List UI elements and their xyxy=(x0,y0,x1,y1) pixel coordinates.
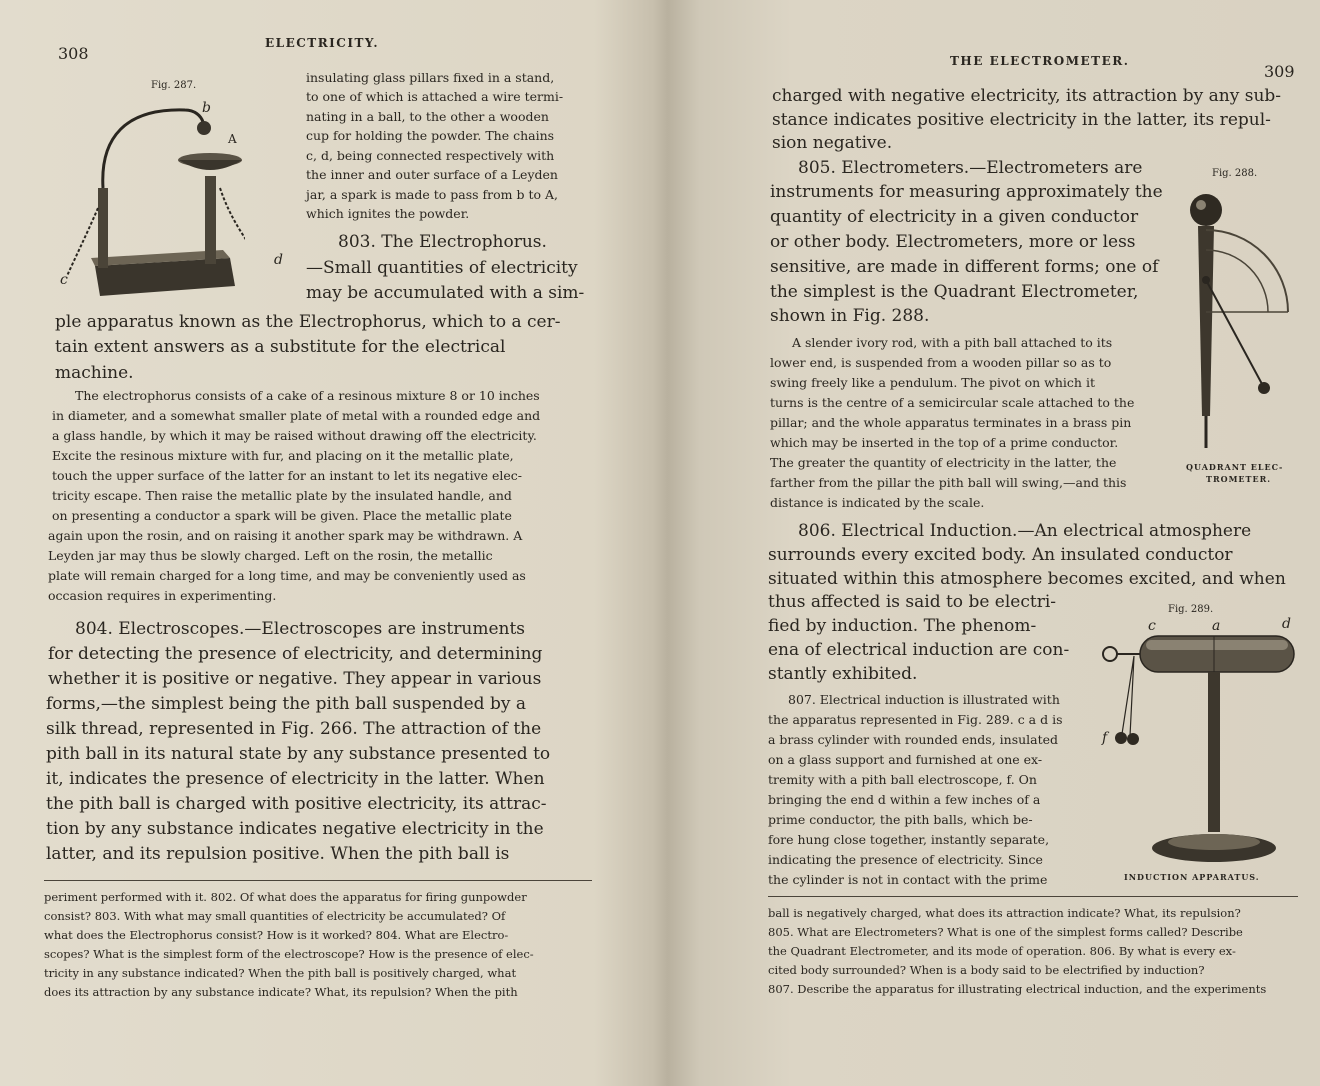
text-line: the cylinder is not in contact with the prime xyxy=(768,872,1048,887)
text-line: fore hung close together, instantly separate, xyxy=(768,832,1050,847)
text-line: the simplest is the Quadrant Electrometer, xyxy=(770,282,1139,302)
right-page xyxy=(668,0,1320,1086)
text-line: it, indicates the presence of electricity in the latter. When xyxy=(46,769,545,789)
text-line: insulating glass pillars fixed in a stand, xyxy=(306,70,555,85)
text-line: a brass cylinder with rounded ends, insulated xyxy=(768,732,1059,747)
figure-letter-a: a xyxy=(1212,618,1221,634)
text-line: ple apparatus known as the Electrophorus, which to a cer- xyxy=(55,312,561,332)
text-line: surrounds every excited body. An insulated conductor xyxy=(768,545,1233,565)
text-line: silk thread, represented in Fig. 266. The attraction of the xyxy=(46,719,542,739)
quadrant-electrometer-illustration xyxy=(1180,186,1300,456)
footnote-line: scopes? What is the simplest form of the electroscope? How is the presence of elec- xyxy=(44,947,534,961)
text-line: The greater the quantity of electricity in the latter, the xyxy=(770,455,1117,470)
text-line: which may be inserted in the top of a prime conductor. xyxy=(770,435,1119,450)
text-line: to one of which is attached a wire termi- xyxy=(306,89,564,104)
text-line: pith ball in its natural state by any substance presented to xyxy=(46,744,551,764)
caption-288: QUADRANT ELEC- xyxy=(1186,462,1284,472)
figure-label-288: Fig. 288. xyxy=(1212,168,1258,179)
text-line: 807. Electrical induction is illustrated with xyxy=(788,692,1060,707)
running-head: THE ELECTROMETER. xyxy=(950,54,1130,68)
footnote-line: ball is negatively charged, what does its attraction indicate? What, its repulsion? xyxy=(768,906,1241,920)
text-line: tremity with a pith ball electroscope, f. On xyxy=(768,772,1037,787)
text-line: a glass handle, by which it may be raised without drawing off the electricity. xyxy=(52,428,537,443)
text-line: again upon the rosin, and on raising it another spark may be withdrawn. A xyxy=(48,528,523,543)
footnote-line: consist? 803. With what may small quantities of electricity be accumulated? Of xyxy=(44,909,506,923)
text-line: Leyden jar may thus be slowly charged. Left on the rosin, the metallic xyxy=(48,548,493,563)
text-line: situated within this atmosphere becomes excited, and when xyxy=(768,569,1286,589)
text-line: Excite the resinous mixture with fur, and placing on it the metallic plate, xyxy=(52,448,514,463)
section-heading-803: 803. The Electrophorus. xyxy=(338,232,547,252)
footnote-line: periment performed with it. 802. Of what does the apparatus for firing gunpowder xyxy=(44,890,527,904)
caption-289: INDUCTION APPARATUS. xyxy=(1124,872,1260,882)
text-line: occasion requires in experimenting. xyxy=(48,588,277,603)
induction-apparatus-illustration xyxy=(1096,624,1306,870)
text-line: the pith ball is charged with positive electricity, its attrac- xyxy=(46,794,547,814)
text-line: forms,—the simplest being the pith ball suspended by a xyxy=(46,694,526,714)
text-line: tion by any substance indicates negative electricity in the xyxy=(46,819,544,839)
text-line: latter, and its repulsion positive. When the pith ball is xyxy=(46,844,510,864)
text-line: thus affected is said to be electri- xyxy=(768,592,1057,612)
text-line: charged with negative electricity, its attraction by any sub- xyxy=(772,86,1282,106)
text-line: on presenting a conductor a spark will be given. Place the metallic plate xyxy=(52,508,512,523)
text-line: sensitive, are made in different forms; one of xyxy=(770,257,1159,277)
text-line: jar, a spark is made to pass from b to A, xyxy=(306,187,558,202)
figure-letter-d: d xyxy=(274,252,283,268)
text-line: on a glass support and furnished at one ex- xyxy=(768,752,1043,767)
section-heading-806: 806. Electrical Induction.—An electrical atmosphere xyxy=(798,521,1252,541)
footnote-line: what does the Electrophorus consist? How is it worked? 804. What are Electro- xyxy=(44,928,509,942)
section-heading-805: 805. Electrometers.—Electrometers are xyxy=(798,158,1143,178)
text-line: A slender ivory rod, with a pith ball attached to its xyxy=(792,335,1113,350)
text-line: or other body. Electrometers, more or less xyxy=(770,232,1136,252)
figure-letter-A: A xyxy=(228,132,237,146)
footnote-line: tricity in any substance indicated? When the pith ball is positively charged, what xyxy=(44,966,517,980)
text-line: the inner and outer surface of a Leyden xyxy=(306,167,558,182)
text-line: indicating the presence of electricity. Since xyxy=(768,852,1043,867)
text-line: machine. xyxy=(55,363,134,383)
footnote-line: cited body surrounded? When is a body said to be electrified by induction? xyxy=(768,963,1205,977)
text-line: sion negative. xyxy=(772,133,893,153)
electric-pistol-illustration xyxy=(55,98,245,298)
footnote-line: 807. Describe the apparatus for illustrating electrical induction, and the experiments xyxy=(768,982,1267,996)
text-line: cup for holding the powder. The chains xyxy=(306,128,555,143)
figure-letter-c: c xyxy=(1148,618,1156,634)
text-line: shown in Fig. 288. xyxy=(770,306,930,326)
figure-letter-c: c xyxy=(60,272,68,288)
text-line: lower end, is suspended from a wooden pillar so as to xyxy=(770,355,1112,370)
figure-label: Fig. 287. xyxy=(151,80,197,91)
text-line: c, d, being connected respectively with xyxy=(306,148,555,163)
text-line: which ignites the powder. xyxy=(306,206,470,221)
text-line: ena of electrical induction are con- xyxy=(768,640,1070,660)
text-line: pillar; and the whole apparatus terminates in a brass pin xyxy=(770,415,1132,430)
text-line: The electrophorus consists of a cake of a resinous mixture 8 or 10 inches xyxy=(75,388,540,403)
footnote-rule xyxy=(768,896,1298,897)
text-line: tricity escape. Then raise the metallic plate by the insulated handle, and xyxy=(52,488,512,503)
text-line: whether it is positive or negative. They appear in various xyxy=(48,669,542,689)
text-line: —Small quantities of electricity xyxy=(306,258,578,278)
section-heading-804: 804. Electroscopes.—Electroscopes are instruments xyxy=(75,619,526,639)
text-line: swing freely like a pendulum. The pivot on which it xyxy=(770,375,1095,390)
text-line: may be accumulated with a sim- xyxy=(306,283,585,303)
footnote-line: 805. What are Electrometers? What is one of the simplest forms called? Describe xyxy=(768,925,1243,939)
figure-letter-d: d xyxy=(1282,616,1291,632)
caption-288: TROMETER. xyxy=(1206,474,1272,484)
running-head: ELECTRICITY. xyxy=(265,36,380,50)
figure-letter-f: f xyxy=(1102,730,1108,746)
text-line: bringing the end d within a few inches of a xyxy=(768,792,1041,807)
text-line: prime conductor, the pith balls, which be- xyxy=(768,812,1033,827)
text-line: distance is indicated by the scale. xyxy=(770,495,985,510)
footnote-line: the Quadrant Electrometer, and its mode of operation. 806. By what is every ex- xyxy=(768,944,1236,958)
figure-label-289: Fig. 289. xyxy=(1168,604,1214,615)
text-line: the apparatus represented in Fig. 289. c a d is xyxy=(768,712,1063,727)
text-line: tain extent answers as a substitute for the electrical xyxy=(55,337,506,357)
footnote-rule xyxy=(44,880,592,881)
text-line: nating in a ball, to the other a wooden xyxy=(306,109,549,124)
figure-letter-b: b xyxy=(202,100,211,116)
text-line: stantly exhibited. xyxy=(768,664,918,684)
text-line: quantity of electricity in a given conductor xyxy=(770,207,1139,227)
text-line: for detecting the presence of electricity, and determining xyxy=(48,644,543,664)
text-line: touch the upper surface of the latter for an instant to let its negative elec- xyxy=(52,468,523,483)
text-line: farther from the pillar the pith ball will swing,—and this xyxy=(770,475,1127,490)
text-line: stance indicates positive electricity in the latter, its repul- xyxy=(772,110,1271,130)
page-number: 308 xyxy=(58,44,89,63)
text-line: plate will remain charged for a long time, and may be conveniently used as xyxy=(48,568,526,583)
text-line: turns is the centre of a semicircular scale attached to the xyxy=(770,395,1135,410)
page-number: 309 xyxy=(1264,62,1295,81)
text-line: instruments for measuring approximately the xyxy=(770,182,1163,202)
text-line: fied by induction. The phenom- xyxy=(768,616,1037,636)
footnote-line: does its attraction by any substance indicate? What, its repulsion? When the pith xyxy=(44,985,518,999)
text-line: in diameter, and a somewhat smaller plate of metal with a rounded edge and xyxy=(52,408,541,423)
